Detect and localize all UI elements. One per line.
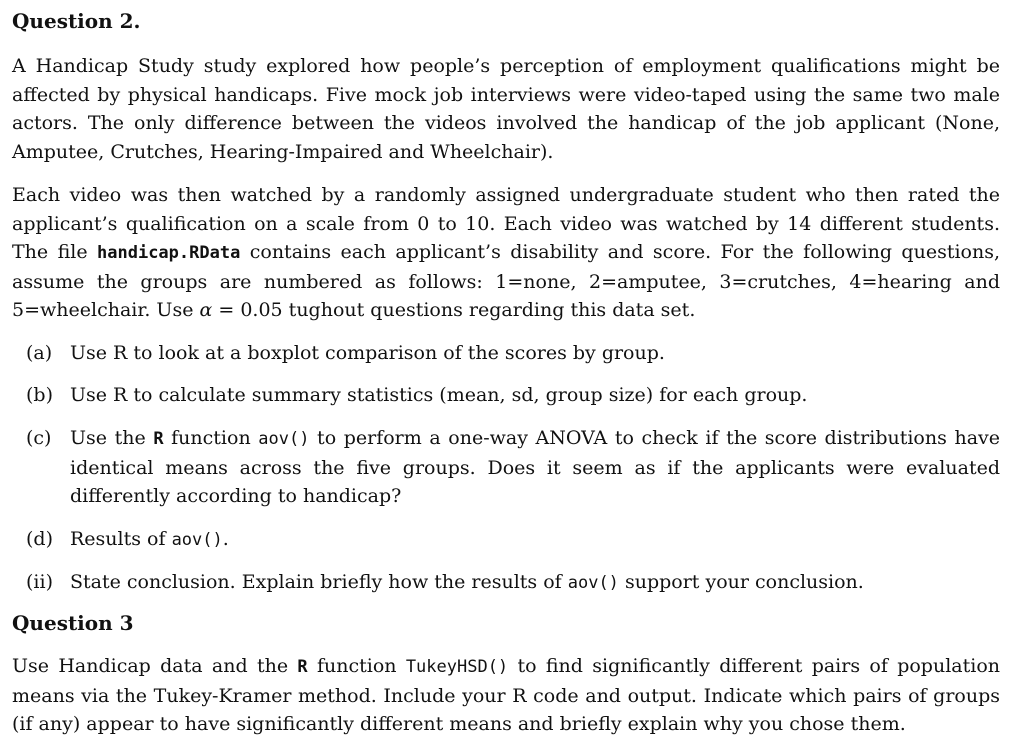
paragraph-text: Use Handicap data and the [12, 655, 298, 677]
item-marker: (d) [26, 528, 53, 550]
item-text [70, 568, 1000, 598]
filename-code: handicap.RData [97, 243, 241, 264]
question-2-data-paragraph [12, 181, 1000, 325]
aov-function-code: aov() [567, 573, 619, 593]
paragraph-text: tughout questions regarding this data set. [282, 299, 696, 322]
item-text-part: function [163, 427, 259, 449]
item-text-part: State conclusion. Explain briefly how the results of [70, 571, 568, 593]
item-text-part: Use the [70, 427, 154, 449]
tukeyhsd-function-code: TukeyHSD() [405, 657, 509, 677]
r-language-code: R [297, 657, 308, 677]
item-text-part: to perform a one-way ANOVA to check if the score distributions have identical means across the five groups. Does it seem as if the applicants were evaluated differently according to handicap? [70, 427, 1000, 508]
item-text-part: Results of [70, 528, 172, 550]
paragraph-text: to find significantly different pairs of population means via the Tukey-Kramer method. Include your R code and output. Indicate which pairs of groups (if any) appear to have significantly different means and briefly explain why you chose them. [12, 655, 1000, 736]
item-text: Use R to calculate summary statistics (mean, sd, group size) for each group. [70, 384, 808, 406]
item-text-part: . [222, 528, 229, 550]
list-item [26, 568, 1000, 598]
item-marker: (b) [26, 384, 53, 406]
list-item [26, 381, 1000, 410]
paragraph-text: Each video was then watched by a randomly assigned undergraduate student who then rated the applicant’s qualification on a scale from 0 to 10. Each video was watched by 14 different students. The file [12, 184, 1000, 264]
item-marker: (a) [26, 342, 53, 364]
alpha-symbol: α [199, 299, 213, 322]
aov-function-code: aov() [258, 429, 310, 449]
paragraph-text: function [307, 655, 406, 677]
item-marker: (c) [26, 427, 52, 449]
item-text: Use R to look at a boxplot comparison of the scores by group. [70, 342, 665, 364]
question-3-heading: Question 3 [12, 611, 134, 635]
list-item [26, 424, 1000, 511]
question-2-heading: Question 2. [12, 9, 141, 33]
item-text [70, 424, 1000, 511]
alpha-value: = 0.05 [212, 299, 283, 322]
question-2-intro-paragraph: A Handicap Study study explored how people’s perception of employment qualifications might be affected by physical handicaps. Five mock job interviews were video-taped using the same two male actors. The only difference between the videos involved the handicap of the job applicant (None, Amputee, Crutches, Hearing-Impaired and Wheelchair). [12, 55, 1000, 163]
paragraph-text: contains each applicant’s disability and score. For the following questions, assume the groups are numbered as follows: 1=none, 2=amputee, 3=crutches, 4=hearing and 5=wheelchair. Use [12, 241, 1000, 322]
question-3-paragraph [12, 652, 1000, 739]
list-item [26, 339, 1000, 368]
r-language-code: R [153, 429, 164, 449]
list-item [26, 525, 1000, 555]
item-marker: (ii) [26, 571, 53, 593]
item-text-part: support your conclusion. [618, 571, 864, 593]
item-text [70, 525, 1000, 555]
aov-function-code: aov() [171, 530, 223, 550]
